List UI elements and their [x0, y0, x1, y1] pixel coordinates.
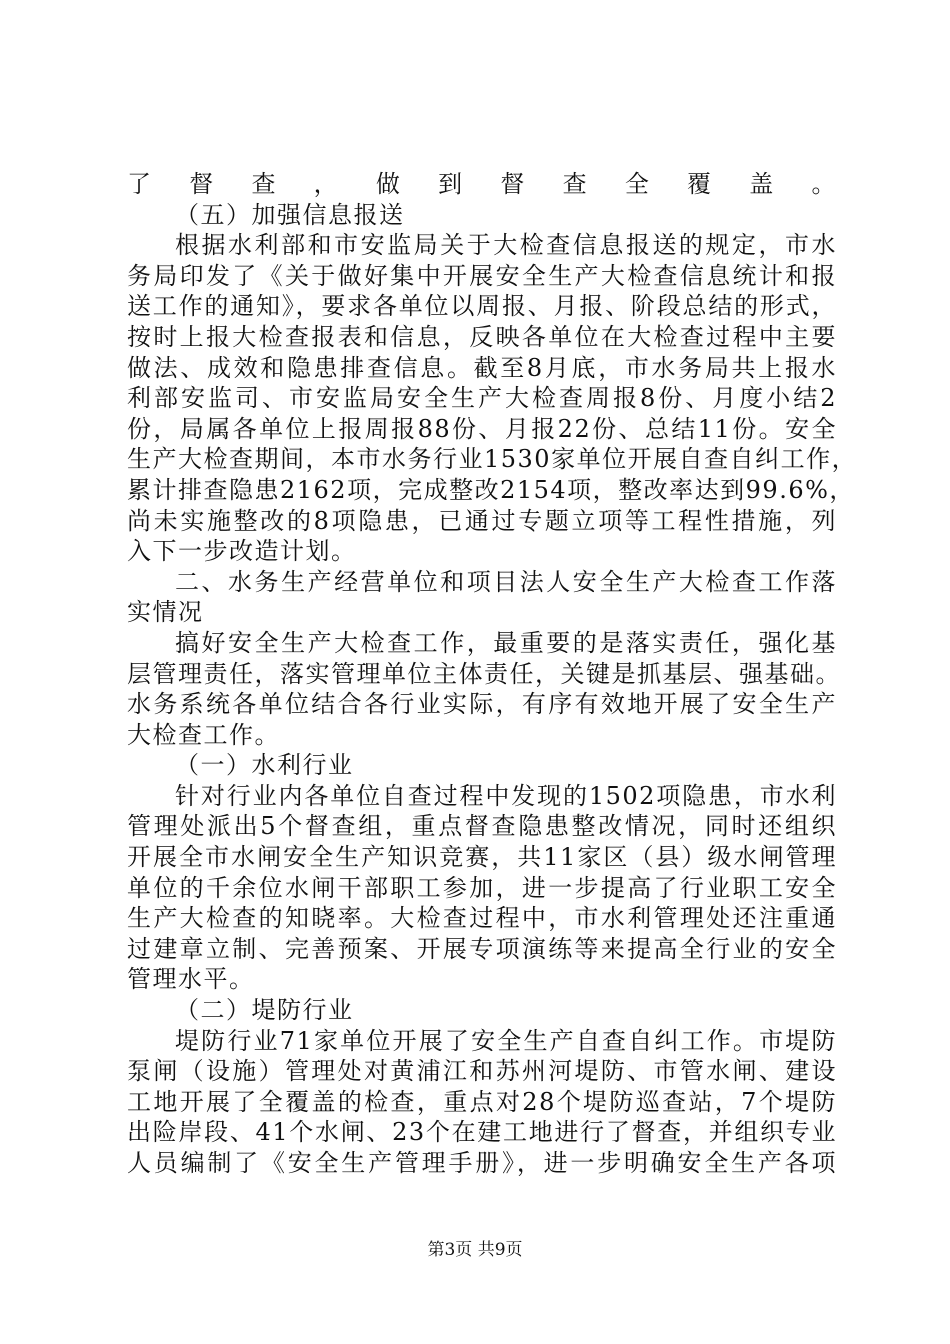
text-line: 按时上报大检查报表和信息，反映各单位在大检查过程中主要 — [127, 322, 837, 351]
section-heading: （二）堤防行业 — [175, 996, 354, 1025]
text-line: 泵闸（设施）管理处对黄浦江和苏州河堤防、市管水闸、建设 — [127, 1057, 837, 1086]
text-line: 开展全市水闸安全生产知识竞赛，共11家区（县）级水闸管理 — [127, 843, 837, 872]
page-footer: 第3页 共9页 — [427, 1240, 523, 1260]
section-heading: （五）加强信息报送 — [175, 200, 405, 229]
text-line: 利部安监司、市安监局安全生产大检查周报8份、月度小结2 — [127, 384, 837, 413]
text-line: 务局印发了《关于做好集中开展安全生产大检查信息统计和报 — [127, 261, 837, 290]
text-line: 堤防行业71家单位开展了安全生产自查自纠工作。市堤防 — [175, 1026, 837, 1055]
text-line: 送工作的通知》，要求各单位以周报、月报、阶段总结的形式， — [127, 292, 837, 321]
text-line: 做法、成效和隐患排查信息。截至8月底，市水务局共上报水 — [127, 353, 837, 382]
text-line: 根据水利部和市安监局关于大检查信息报送的规定，市水 — [175, 231, 837, 260]
text-line: 入下一步改造计划。 — [127, 537, 357, 566]
text-line: 单位的千余位水闸干部职工参加，进一步提高了行业职工安全 — [127, 873, 837, 902]
text-line: 过建章立制、完善预案、开展专项演练等来提高全行业的安全 — [127, 934, 837, 963]
text-line: 层管理责任，落实管理单位主体责任，关键是抓基层、强基础。 — [127, 659, 841, 688]
text-line: 针对行业内各单位自查过程中发现的1502项隐患，市水利 — [175, 781, 837, 810]
text-line: 生产大检查期间，本市水务行业1530家单位开展自查自纠工作， — [127, 445, 858, 474]
text-line: 管理处派出5个督查组，重点督查隐患整改情况，同时还组织 — [127, 812, 837, 841]
text-line: 生产大检查的知晓率。大检查过程中，市水利管理处还注重通 — [127, 904, 837, 933]
section-heading: 二、水务生产经营单位和项目法人安全生产大检查工作落 — [175, 567, 837, 596]
text-line: 工地开展了全覆盖的检查，重点对28个堤防巡查站，7个堤防 — [127, 1087, 837, 1116]
text-line: 水务系统各单位结合各行业实际，有序有效地开展了安全生产 — [127, 690, 837, 719]
text-line: 了督查，做到督查全覆盖。 — [127, 170, 837, 198]
text-line: 累计排查隐患2162项，完成整改2154项，整改率达到99.6%， — [127, 475, 855, 504]
section-heading: （一）水利行业 — [175, 751, 354, 780]
text-line: 出险岸段、41个水闸、23个在建工地进行了督查，并组织专业 — [127, 1118, 837, 1147]
text-line: 大检查工作。 — [127, 720, 280, 749]
section-heading: 实情况 — [127, 598, 204, 627]
text-line: 人员编制了《安全生产管理手册》，进一步明确安全生产各项 — [127, 1149, 837, 1177]
text-line: 管理水平。 — [127, 965, 255, 994]
text-line: 搞好安全生产大检查工作，最重要的是落实责任，强化基 — [175, 628, 837, 657]
text-line: 份，局属各单位上报周报88份、月报22份、总结11份。安全 — [127, 414, 837, 443]
text-line: 尚未实施整改的8项隐患，已通过专题立项等工程性措施，列 — [127, 506, 837, 535]
